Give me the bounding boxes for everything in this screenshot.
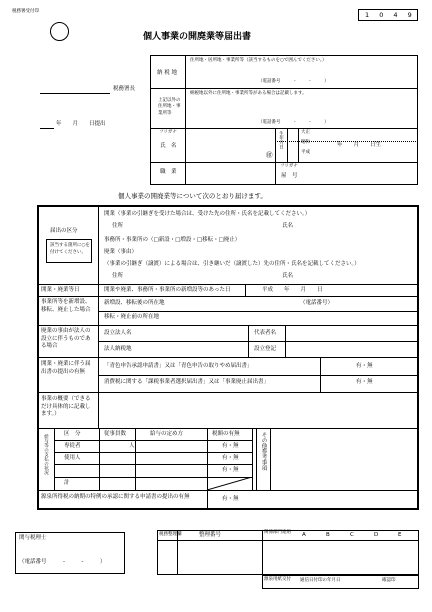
salary-row-total: 計 (64, 480, 70, 486)
col-divider (54, 428, 55, 490)
col-divider (207, 490, 208, 510)
row-divider (54, 452, 252, 453)
date-text: 開業や廃業、事務所・事業所の新増設等のあった日 (104, 287, 231, 293)
era-showa: 昭和 (301, 140, 310, 145)
kankei-label: 関係部門連絡 (264, 530, 291, 535)
submitted-label: 年 月 日提出 (56, 121, 106, 127)
col-divider (252, 428, 253, 490)
salary-side-label: 給与等の支払の状況 (43, 434, 49, 475)
type-label: 届出の区分 (50, 228, 78, 234)
letter-b: B (326, 532, 330, 538)
col-divider (98, 205, 99, 428)
salary-umu-2[interactable]: 有・無 (222, 455, 239, 461)
total-diagonal (207, 477, 252, 490)
move-phone: （電話番号） (300, 300, 334, 306)
era-taisho: 大正 (301, 130, 310, 135)
preparer-phone: （電話番号 - - ） (19, 559, 106, 565)
form-number-box (358, 9, 418, 21)
salary-header-kubun: 区 分 (64, 431, 81, 437)
name-input[interactable] (190, 142, 270, 150)
col-divider (99, 428, 100, 490)
name-label: 氏 名 (160, 143, 177, 149)
date-ymd[interactable]: 平成 年 月 日 (262, 287, 323, 293)
row-divider (54, 440, 252, 441)
trade-label: 屋 号 (281, 173, 298, 179)
shinkoku-1: 「青色申告承認申請書」又は「青色申告の取りやめ届出書」 (104, 363, 253, 369)
trade-name-input[interactable] (310, 170, 410, 178)
check-label: 確認印 (382, 578, 396, 583)
form-title: 個人事業の開廃業等届出書 (143, 32, 252, 42)
type-note-box (46, 239, 92, 263)
form-number: 1 0 4 9 (365, 11, 416, 19)
alt-place-input[interactable] (190, 104, 410, 112)
form-label: 通信日付印の年月日 (300, 578, 341, 583)
seiri-label: 整理番号 (199, 532, 222, 538)
col-divider (320, 357, 321, 392)
place-note: 住所地・居所地・事業所等（該当するものを○で囲んでください。） (190, 58, 327, 63)
col-divider (245, 284, 246, 296)
addr2-input[interactable] (130, 274, 270, 281)
option-kaigyo[interactable]: 開業（事業の引継ぎを受けた場合は、受けた先の住所・氏名を記載してください。） (104, 211, 311, 217)
row-divider (98, 341, 419, 342)
office-box (157, 530, 419, 575)
birth-ymd: 年 月 日生 (337, 142, 382, 148)
salary-header-count: 従事員数 (104, 431, 127, 437)
col-divider (262, 530, 263, 575)
col-divider (285, 325, 286, 357)
col-divider (270, 428, 271, 490)
alt-note: 納税地以外に住所地・事業所等がある場合は記載します。 (190, 91, 307, 96)
tax-office-line (40, 93, 110, 94)
row-divider (150, 128, 418, 129)
salary-count-unit: 人 (129, 443, 135, 449)
col-divider (256, 428, 257, 490)
letter-d: D (374, 532, 379, 538)
row-divider (150, 88, 418, 89)
corp-name: 設立法人名 (104, 330, 132, 336)
row-divider (37, 357, 419, 358)
letter-a: A (302, 532, 306, 538)
rep-name: 代表者名 (254, 330, 277, 336)
tax-office-suffix: 税務署長 (113, 86, 136, 92)
addr1-input[interactable] (130, 224, 270, 231)
move-old: 移転・廃止前の所在地 (104, 314, 160, 320)
name1-label: 氏名 (282, 223, 294, 229)
row-divider (98, 311, 419, 312)
row-divider (37, 325, 419, 326)
salary-row-shiyonin: 使用人 (64, 455, 81, 461)
row-divider (150, 162, 418, 163)
seal-mark: ㊞ (266, 151, 273, 159)
option-haigyo[interactable]: 廃業（事由） (104, 249, 138, 255)
furigana-label: フリガナ (159, 130, 177, 135)
business-input[interactable] (104, 398, 409, 422)
gensen-label: 源泉所得税の納期の特例の承認に関する申請書の提出の有無 (41, 494, 190, 500)
salary-header-tax: 税額の有無 (212, 431, 240, 437)
move-label: 事業所等を新増設、移転、廃止した場合 (41, 299, 91, 313)
occupation-label: 職 業 (160, 169, 177, 175)
other-label: その他参考事項 (260, 432, 267, 471)
salary-umu-1[interactable]: 有・無 (222, 443, 239, 449)
row-divider (157, 540, 419, 541)
name1-input[interactable] (300, 224, 410, 231)
gensen-umu[interactable]: 有・無 (222, 496, 239, 502)
col-divider (185, 55, 186, 185)
place-input[interactable] (190, 68, 410, 76)
alt-phone: （電話番号 - - ） (258, 120, 329, 125)
salary-row-senju: 専従者 (64, 443, 81, 449)
birth-label: 生年月日 (278, 131, 284, 149)
place-phone: （電話番号 - - ） (258, 79, 329, 84)
submit-year-line (40, 128, 54, 129)
preparer-label: 関与税理士 (19, 535, 47, 541)
receipt-stamp-circle (50, 22, 69, 41)
shinkoku-label: 開業・廃業に伴う届出書の提出の有無 (41, 361, 91, 375)
row-divider (37, 428, 419, 429)
type-note: 該当する箇所に○を付けてください。 (50, 243, 90, 255)
intro-text: 個人事業の開廃業等について次のとおり届けます。 (118, 192, 267, 200)
row-divider (37, 284, 419, 285)
col-divider (248, 325, 249, 357)
corp-addr: 法人納税地 (104, 346, 132, 352)
name2-input[interactable] (300, 274, 410, 281)
row-divider (37, 296, 419, 297)
col-divider (135, 428, 136, 490)
salary-header-method: 給与の定め方 (150, 431, 184, 437)
haigyo-note: （事業の引継ぎ（譲渡）による場合は、引き継いだ（譲渡した）先の住所・氏名を記載してください。） (104, 261, 360, 267)
date-label: 開業・廃業等日 (41, 287, 80, 293)
business-label: 事業の概要（できるだけ具体的に記載します。） (41, 396, 91, 418)
name2-label: 氏名 (282, 273, 294, 279)
alt-place-label: 上記以外の住所地・事業所等 (158, 98, 181, 116)
letter-e: E (398, 532, 402, 538)
corp-date: 設立登記 (254, 346, 277, 352)
addr1-label: 住所 (112, 223, 124, 229)
row-divider (98, 375, 419, 376)
occupation-input[interactable] (190, 168, 270, 176)
source-label: 源泉用紙交付 (264, 577, 291, 582)
salary-umu-3[interactable]: 有・無 (222, 467, 239, 473)
col-divider (287, 128, 288, 162)
era-heisei: 平成 (301, 150, 310, 155)
move-new: 新増設、移転後の所在地 (104, 300, 165, 306)
trade-furigana: フリガナ (280, 164, 298, 169)
shinkoku-2-umu[interactable]: 有・無 (356, 379, 373, 385)
row-divider (37, 392, 419, 393)
addr2-label: 住所 (112, 273, 124, 279)
row-divider (37, 490, 419, 491)
stamp-label: 税務署受付印 (12, 9, 39, 14)
col-divider (298, 128, 299, 162)
row-divider (54, 464, 252, 465)
col-divider (275, 128, 276, 185)
place-label: 納 税 地 (157, 70, 177, 76)
shinkoku-2: 消費税に関する「課税事業者選択届出書」又は「事業廃止届出書」 (104, 379, 270, 385)
shinkoku-1-umu[interactable]: 有・無 (356, 363, 373, 369)
taxpayer-no-label: 税務整理欄 (159, 532, 182, 537)
option-jimusho[interactable]: 事務所・事業所の（□新設・□増設・□移転・□廃止） (104, 237, 241, 243)
letter-c: C (350, 532, 354, 538)
corp-label: 廃業の事由が法人の設立に伴うものである場合 (41, 328, 91, 350)
